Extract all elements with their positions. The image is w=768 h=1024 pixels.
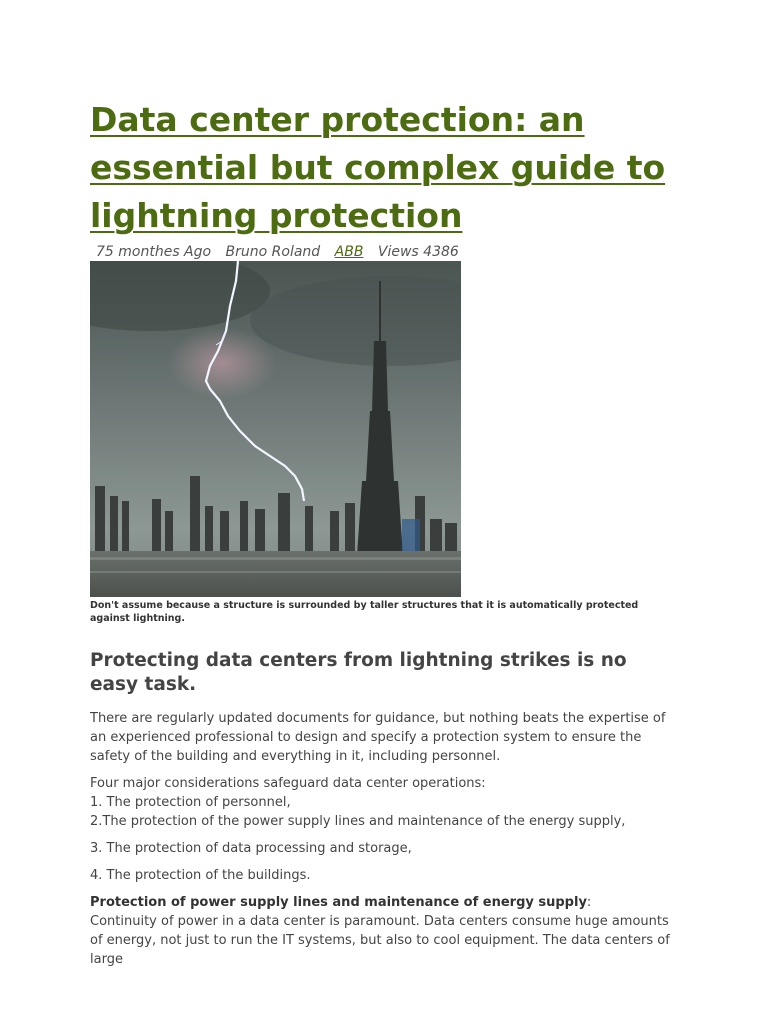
article-title-link[interactable]: Data center protection: an essential but complex guide to lightning protection (90, 100, 666, 235)
section-paragraph: Continuity of power in a data center is paramount. Data centers consume huge amounts of energy, not just to run the IT systems, but also to cool equipment. The data centers of large (90, 914, 670, 967)
considerations-intro: Four major considerations safeguard data center operations: (90, 776, 486, 791)
consideration-item: 2.The protection of the power supply lines and maintenance of the energy supply, (90, 814, 626, 829)
consideration-item: 4. The protection of the buildings. (90, 868, 311, 883)
company-link[interactable]: ABB (334, 244, 364, 260)
article-age: 75 monthes Ago (96, 244, 212, 260)
section-heading-line (90, 893, 680, 912)
article-subheading: Protecting data centers from lightning strikes is no easy task. (90, 650, 627, 695)
article-meta (90, 243, 680, 261)
article-views: Views 4386 (377, 244, 459, 260)
section-heading: Protection of power supply lines and maintenance of energy supply (90, 895, 587, 910)
lightning-photo (90, 261, 461, 597)
consideration-item: 3. The protection of data processing and storage, (90, 841, 412, 856)
image-caption: Don't assume because a structure is surrounded by taller structures that it is automatically protected against lightning. (90, 600, 639, 624)
section-heading-suffix: : (586, 895, 592, 910)
article-author: Bruno Roland (225, 244, 321, 260)
article (90, 96, 680, 969)
intro-paragraph: There are regularly updated documents for guidance, but nothing beats the expertise of an experienced professional to design and specify a protection system to ensure the safety of the building and everything in it, including personnel. (90, 711, 666, 764)
consideration-item: 1. The protection of personnel, (90, 795, 291, 810)
